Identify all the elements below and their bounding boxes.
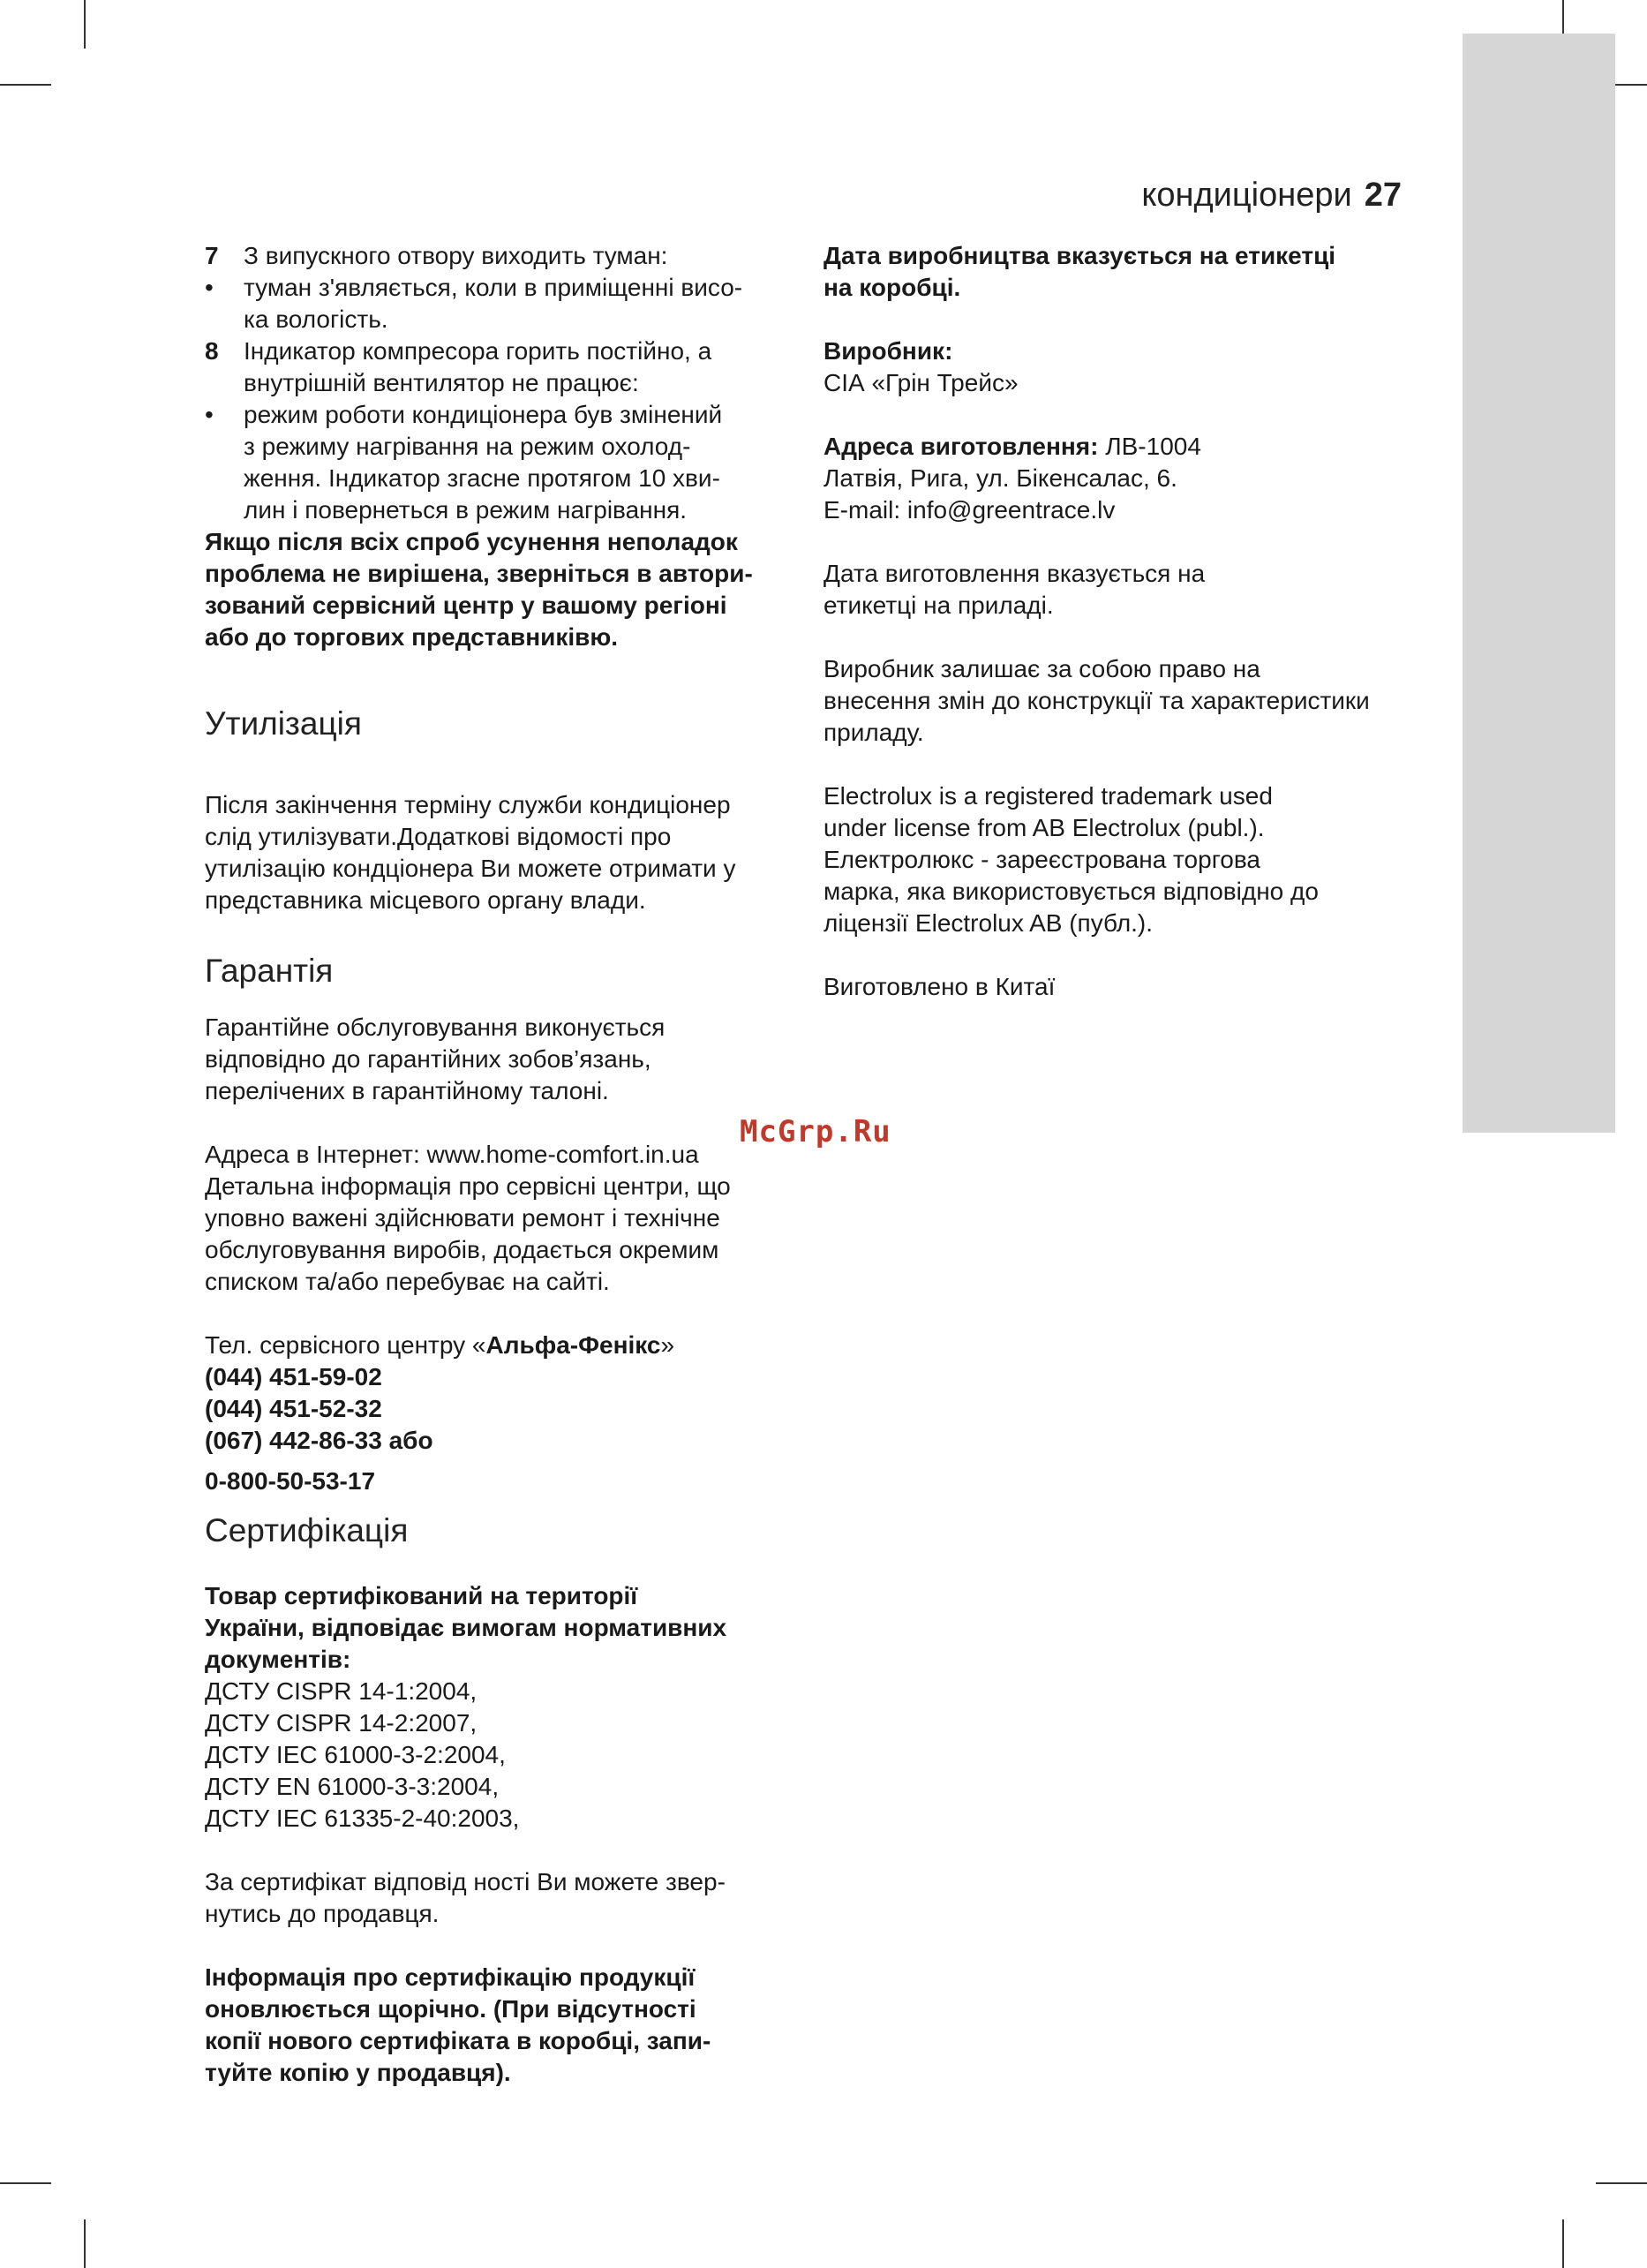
bullet-line: туман з'являється, коли в приміщенні висо- [244,274,743,301]
paragraph-line: слід утилізувати.Додаткові відомості про [205,823,672,850]
paragraph-line: копії нового сертифіката в коробці, запи- [205,2027,711,2054]
paragraph-line: Після закінчення терміну служби кондиціонер [205,791,731,818]
paragraph-line: Адреса в Інтернет: www.home-comfort.in.ua [205,1141,699,1168]
list-item-7 [205,240,787,272]
item-text: Індикатор компресора горить постійно, а [244,337,712,365]
paragraph-line: марка, яка використовується відповідно до [824,878,1319,905]
standard-item: ДСТУ CISPR 14-1:2004, [205,1677,478,1705]
page-number: 27 [1364,177,1402,214]
right-column [824,240,1441,1003]
paragraph-line: на коробці. [824,274,961,301]
standard-item: ДСТУ IEC 61000-3-2:2004, [205,1741,506,1768]
paragraph-line: утилізацію кондціонера Ви можете отримати у [205,855,736,882]
address-code: ЛВ-1004 [1098,433,1201,460]
address-line: Латвія, Рига, ул. Бікенсалас, 6. [824,464,1177,492]
utilization-paragraph [205,789,787,916]
service-center-line [205,1330,787,1361]
cert-info-paragraph [205,1962,787,2089]
paragraph-line: Виробник залишає за собою право на [824,655,1260,682]
crop-mark [84,2219,86,2268]
service-center-name: Альфа-Фенікс [485,1331,661,1359]
crop-mark [1562,2219,1564,2268]
standard-item: ДСТУ EN 61000-3-3:2004, [205,1773,500,1800]
address-label: Адреса виготовлення: [824,433,1099,460]
bullet-item [205,272,787,335]
paragraph-line: Дата виробництва вказується на етикетці [824,242,1336,269]
paragraph-line: ліцензії Electrolux AB (публ.). [824,909,1154,937]
crop-mark [84,0,86,49]
phone-list [205,1361,787,1457]
section-title-warranty: Гарантія [205,953,334,989]
warning-paragraph [205,526,787,653]
bullet-line: ка вологість. [244,305,388,333]
paragraph-line: туйте копію у продавця). [205,2059,511,2086]
warranty-paragraph [205,1012,787,1107]
standard-item: ДСТУ IEC 61335-2-40:2003, [205,1805,520,1832]
paragraph-line: Гарантійне обслуговування виконується [205,1013,666,1041]
cert-standards-list [205,1676,787,1835]
list-item-8 [205,335,787,399]
cert-contact-paragraph [205,1866,787,1930]
bullet-icon: • [205,274,214,301]
bullet-line: ження. Індикатор згасне протягом 10 хви- [244,464,720,492]
paragraph-line: Electrolux is a registered trademark used [824,782,1273,810]
trademark-paragraph [824,780,1441,939]
email-line: E-mail: info@greentrace.lv [824,496,1116,524]
paragraph-line: Інформація про сертифікацію продукції [205,1963,696,1991]
paragraph-line: етикетці на приладі. [824,591,1054,619]
item-text: З випускного отвору виходить туман: [244,242,668,269]
warning-line: або до торгових представниківю. [205,623,619,651]
phone-number: (044) 451-59-02 [205,1363,382,1390]
crop-mark [1596,2182,1647,2184]
standard-item: ДСТУ CISPR 14-2:2007, [205,1709,478,1737]
bullet-line: лин і повернеться в режим нагрівання. [244,496,688,524]
crop-mark [0,84,51,86]
paragraph-line: Товар сертифікований на території [205,1582,638,1609]
device-date-paragraph [824,558,1441,622]
warning-line: зований сервісний центр у вашому регіоні [205,591,727,619]
paragraph-line: обслуговування виробів, додається окремим [205,1236,719,1263]
address-first-line [824,431,1441,463]
warning-line: проблема не вирішена, зверніться в автори- [205,560,753,587]
paragraph-line: внесення змін до конструкції та характеристики [824,687,1370,714]
left-column [205,240,787,2089]
phone-number: (044) 451-52-32 [205,1395,382,1422]
paragraph-line: перелічених в гарантійному талоні. [205,1077,609,1104]
bullet-line: з режиму нагрівання на режим охолод- [244,433,691,460]
item-number: 7 [205,242,219,269]
paragraph-line: нутись до продавця. [205,1900,440,1927]
phone-number: (067) 442-86-33 або [205,1427,433,1454]
paragraph-line: оновлюється щорічно. (При відсутності [205,1995,696,2023]
paragraph-line: уповно важені здійснювати ремонт і технічне [205,1204,720,1232]
phone-free: 0-800-50-53-17 [205,1467,376,1495]
internet-paragraph [205,1139,787,1298]
section-title-certification: Сертифікація [205,1512,409,1548]
manufacturer-label: Виробник: [824,337,953,365]
side-tab [1463,34,1615,1133]
manufacturer-name: СІА «Грін Трейс» [824,369,1019,396]
paragraph-line: представника місцевого органу влади. [205,886,646,914]
paragraph-line: Дата виготовлення вказується на [824,560,1206,587]
paragraph-line: списком та/або перебуває на сайті. [205,1268,610,1295]
watermark: McGrp.Ru [740,1114,891,1149]
rights-paragraph [824,653,1441,749]
service-suffix: » [660,1331,675,1359]
item-number: 8 [205,337,219,365]
item-text: внутрішній вентилятор не працює: [244,369,639,396]
service-prefix: Тел. сервісного центру « [205,1331,486,1359]
production-date-note [824,240,1441,304]
page-header [1141,177,1402,215]
paragraph-line: приладу. [824,719,924,746]
bullet-icon: • [205,401,214,428]
paragraph-line: За сертифікат відповід ності Ви можете звер- [205,1868,726,1895]
bullet-item [205,399,787,526]
paragraph-line: Електролюкс - зареєстрована торгова [824,846,1261,873]
bullet-line: режим роботи кондиціонера був змінений [244,401,723,428]
cert-bold-paragraph [205,1580,787,1676]
paragraph-line: under license from AB Electrolux (publ.). [824,814,1265,841]
paragraph-line: документів: [205,1646,351,1673]
paragraph-line: відповідно до гарантійних зобов’язань, [205,1045,651,1073]
section-title-utilization: Утилізація [205,705,362,742]
paragraph-line: Детальна інформація про сервісні центри, що [205,1172,731,1200]
header-title: кондиціонери [1141,177,1352,214]
warning-line: Якщо після всіх спроб усунення неполадок [205,528,738,555]
made-in-line: Виготовлено в Китаї [824,973,1056,1000]
crop-mark [0,2182,51,2184]
paragraph-line: України, відповідає вимогам нормативних [205,1614,727,1641]
